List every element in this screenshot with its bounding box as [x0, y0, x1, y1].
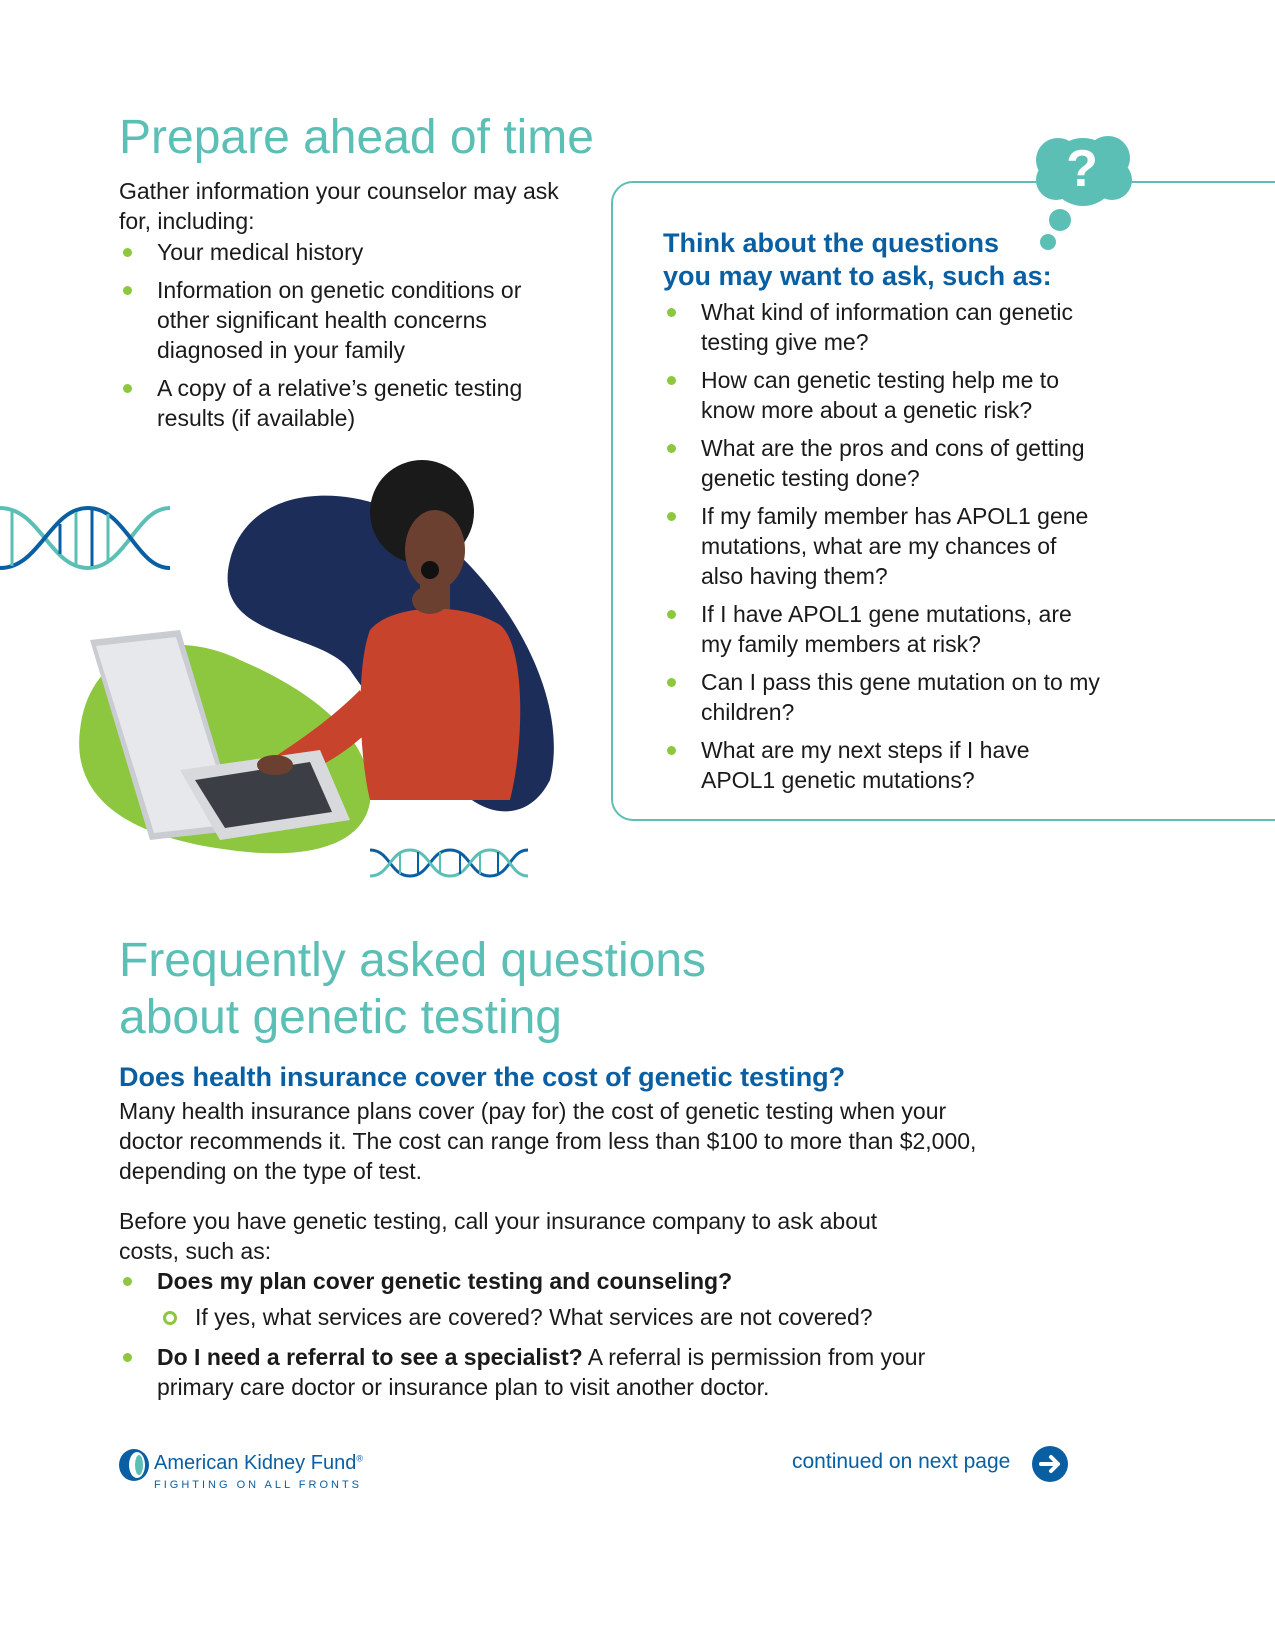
akf-logo-name: [154, 1452, 363, 1475]
woman-laptop-illustration: [70, 440, 570, 870]
list-item: [119, 1342, 959, 1402]
questions-list: [663, 297, 1103, 803]
continued-link[interactable]: continued on next page: [792, 1450, 1011, 1473]
questions-title: [663, 227, 1052, 293]
faq-title-line2: about genetic testing: [119, 991, 562, 1044]
faq-question-insurance: Does health insurance cover the cost of genetic testing?: [119, 1062, 846, 1092]
faq-list: [119, 1266, 959, 1410]
faq-before-paragraph: Before you have genetic testing, call your insurance company to ask about costs, such as:: [119, 1208, 878, 1264]
list-item: What are the pros and cons of getting genetic testing done?: [663, 433, 1103, 493]
list-item: What kind of information can genetic testing give me?: [663, 297, 1103, 357]
list-item: Can I pass this gene mutation on to my children?: [663, 667, 1103, 727]
akf-tagline: FIGHTING ON ALL FRONTS: [154, 1479, 362, 1491]
question-mark: ?: [1066, 140, 1098, 198]
faq-bullet-plan-cover: Does my plan cover genetic testing and counseling?: [157, 1268, 733, 1294]
questions-title-line2: you may want to ask, such as:: [663, 261, 1052, 291]
akf-logo-text: American Kidney Fund: [154, 1452, 357, 1474]
faq-title: [119, 932, 706, 1046]
prepare-intro: Gather information your counselor may ask for, including:: [119, 178, 559, 234]
sub-list-item: If yes, what services are covered? What services are not covered?: [157, 1302, 959, 1332]
list-item: How can genetic testing help me to know more about a genetic risk?: [663, 365, 1103, 425]
faq-bullet-referral: Do I need a referral to see a specialist?: [157, 1344, 583, 1370]
faq-bullet-referral-text: A referral is permission from your primary care doctor or insurance plan to visit another doctor.: [157, 1344, 926, 1400]
akf-logo-icon: [118, 1448, 150, 1482]
akf-logo-reg: ®: [356, 1453, 363, 1464]
dna-helix-small-icon: [370, 846, 528, 880]
prepare-list: [119, 237, 549, 441]
list-item: If I have APOL1 gene mutations, are my family members at risk?: [663, 599, 1103, 659]
list-item: What are my next steps if I have APOL1 genetic mutations?: [663, 735, 1103, 795]
faq-title-line1: Frequently asked questions: [119, 934, 707, 987]
list-item: Your medical history: [119, 237, 549, 267]
faq-answer-paragraph: Many health insurance plans cover (pay for) the cost of genetic testing when your doctor recommends it. The cost can range from less than $100 to more than $2,000, depending on the type of test.: [119, 1098, 977, 1184]
questions-title-line1: Think about the questions: [663, 228, 999, 258]
list-item: [119, 1266, 959, 1332]
list-item: A copy of a relative’s genetic testing results (if available): [119, 373, 549, 433]
faq-sublist: [157, 1302, 959, 1332]
arrow-right-icon[interactable]: [1032, 1446, 1068, 1482]
list-item: If my family member has APOL1 gene mutations, what are my chances of also having them?: [663, 501, 1103, 591]
prepare-title: Prepare ahead of time: [119, 111, 594, 164]
list-item: Information on genetic conditions or other significant health concerns diagnosed in your family: [119, 275, 549, 365]
